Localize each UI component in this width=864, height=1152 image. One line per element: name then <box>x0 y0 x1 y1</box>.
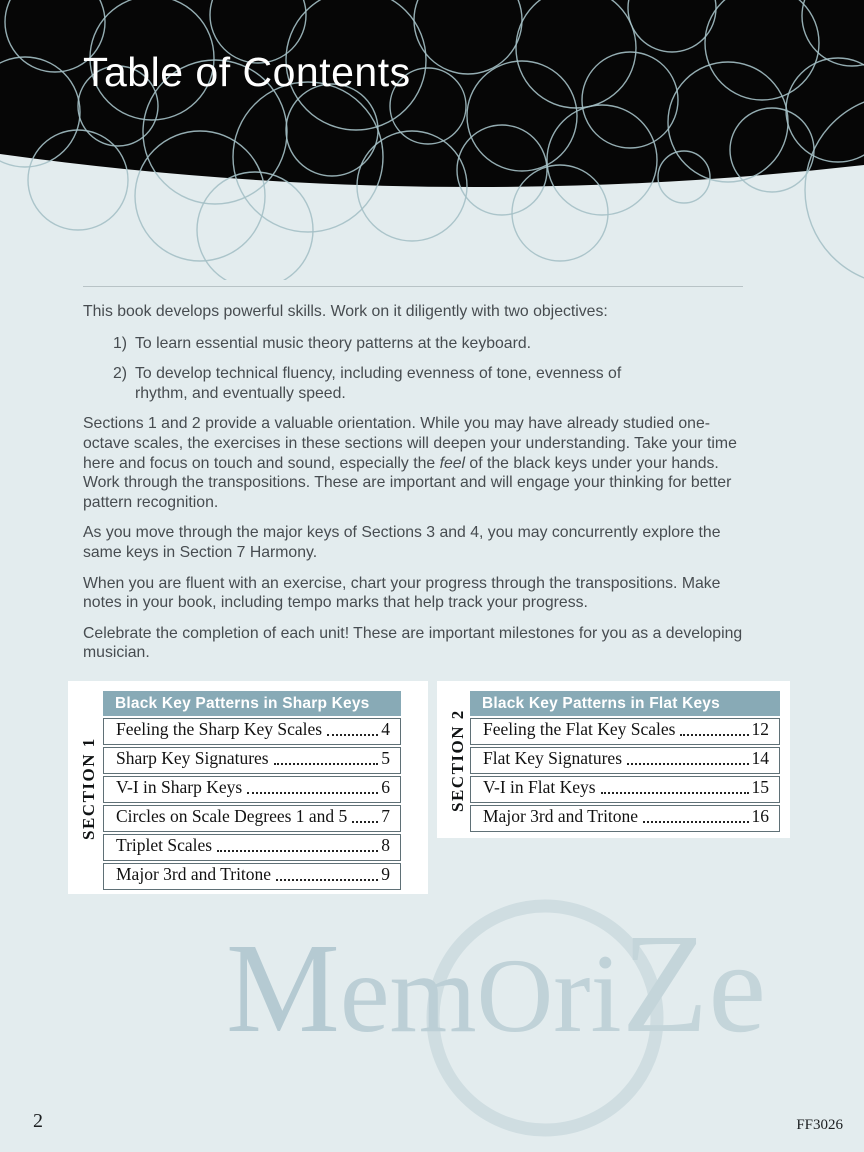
paragraph-fluent: When you are fluent with an exercise, chart your progress through the transpositions. Make notes in your book, including tempo marks that help track your progress. <box>83 574 721 612</box>
section-2-label: SECTION 2 <box>448 709 467 812</box>
toc-row <box>103 805 401 832</box>
dot-leader <box>327 734 378 736</box>
dot-leader <box>217 850 378 852</box>
intro-section <box>83 286 743 663</box>
watermark-part: O <box>476 937 554 1054</box>
paragraph-celebrate: Celebrate the completion of each unit! These are important milestones for you as a developing musician. <box>83 624 743 662</box>
row-page-number: 16 <box>751 806 769 826</box>
dot-leader <box>627 763 748 765</box>
toc-table-header: Black Key Patterns in Sharp Keys <box>103 691 401 716</box>
dot-leader <box>247 792 378 794</box>
header-banner <box>0 0 864 280</box>
row-page-number: 5 <box>381 748 390 768</box>
row-title: V-I in Sharp Keys <box>116 777 243 797</box>
row-page-number: 6 <box>381 777 390 797</box>
dot-leader <box>601 792 749 794</box>
toc-row <box>470 747 780 774</box>
watermark-part: e <box>708 916 767 1060</box>
toc-row <box>470 718 780 745</box>
row-page-number: 14 <box>751 748 769 768</box>
row-page-number: 12 <box>751 719 769 739</box>
watermark-part: Z <box>621 904 709 1062</box>
toc-table-sharp-keys <box>103 691 401 892</box>
row-page-number: 15 <box>751 777 769 797</box>
dot-leader <box>276 879 378 881</box>
toc-row <box>470 776 780 803</box>
dot-leader <box>352 821 378 823</box>
row-page-number: 4 <box>381 719 390 739</box>
objective-number: 2) <box>113 365 128 383</box>
dot-leader <box>680 734 748 736</box>
toc-row <box>470 805 780 832</box>
row-title: Circles on Scale Degrees 1 and 5 <box>116 806 348 826</box>
row-page-number: 8 <box>381 835 390 855</box>
divider-rule <box>83 286 743 287</box>
paragraph-orientation <box>83 414 743 512</box>
objective-item-1 <box>113 334 653 354</box>
toc-table-header: Black Key Patterns in Flat Keys <box>470 691 780 716</box>
dot-leader <box>643 821 748 823</box>
watermark-part: M <box>226 917 340 1059</box>
page-title: Table of Contents <box>83 49 411 95</box>
toc-table-flat-keys <box>470 691 780 834</box>
watermark-memorize <box>226 904 767 1062</box>
dot-leader <box>274 763 379 765</box>
objective-text: To develop technical fluency, including evenness of tone, evenness of rhythm, and eventually speed. <box>135 365 622 402</box>
toc-row <box>103 834 401 861</box>
row-title: Triplet Scales <box>116 835 213 855</box>
paragraph-orientation-italic-word: feel <box>439 454 466 472</box>
row-title: Major 3rd and Tritone <box>116 864 272 884</box>
section-1-label: SECTION 1 <box>79 737 98 840</box>
row-page-number: 7 <box>381 806 390 826</box>
watermark-part: ri <box>553 932 622 1056</box>
footer-page-number: 2 <box>33 1110 43 1132</box>
row-title: Flat Key Signatures <box>483 748 623 768</box>
footer-catalog-number: FF3026 <box>796 1117 843 1133</box>
paragraph-orientation-post: of the black keys under your hands. Work through the transpositions. These are important and will engage your thinking for better pattern recognition. <box>83 454 732 511</box>
row-title: Major 3rd and Tritone <box>483 806 639 826</box>
objective-item-2 <box>113 364 653 403</box>
row-page-number: 9 <box>381 864 390 884</box>
toc-row <box>103 747 401 774</box>
paragraph-sections-3-4: As you move through the major keys of Sections 3 and 4, you may concurrently explore the same keys in Section 7 Harmony. <box>83 524 721 561</box>
objective-number: 1) <box>113 334 128 352</box>
row-title: Feeling the Flat Key Scales <box>483 719 676 739</box>
row-title: Sharp Key Signatures <box>116 748 269 768</box>
watermark-part: em <box>339 932 477 1056</box>
objective-text: To learn essential music theory patterns at the keyboard. <box>135 334 532 352</box>
toc-card-section-1 <box>68 681 428 894</box>
toc-card-section-2 <box>437 681 790 838</box>
toc-row <box>103 863 401 890</box>
row-title: V-I in Flat Keys <box>483 777 596 797</box>
paragraph-orientation-pre: Sections 1 and 2 provide a valuable orientation. While you may have already studied one-octave scales, the exercises in these sections will deepen your understanding. Take your time here and focus on touch and sound, especially the <box>83 415 737 472</box>
toc-row <box>103 776 401 803</box>
row-title: Feeling the Sharp Key Scales <box>116 719 323 739</box>
toc-row <box>103 718 401 745</box>
intro-lead: This book develops powerful skills. Work on it diligently with two objectives: <box>83 303 608 320</box>
